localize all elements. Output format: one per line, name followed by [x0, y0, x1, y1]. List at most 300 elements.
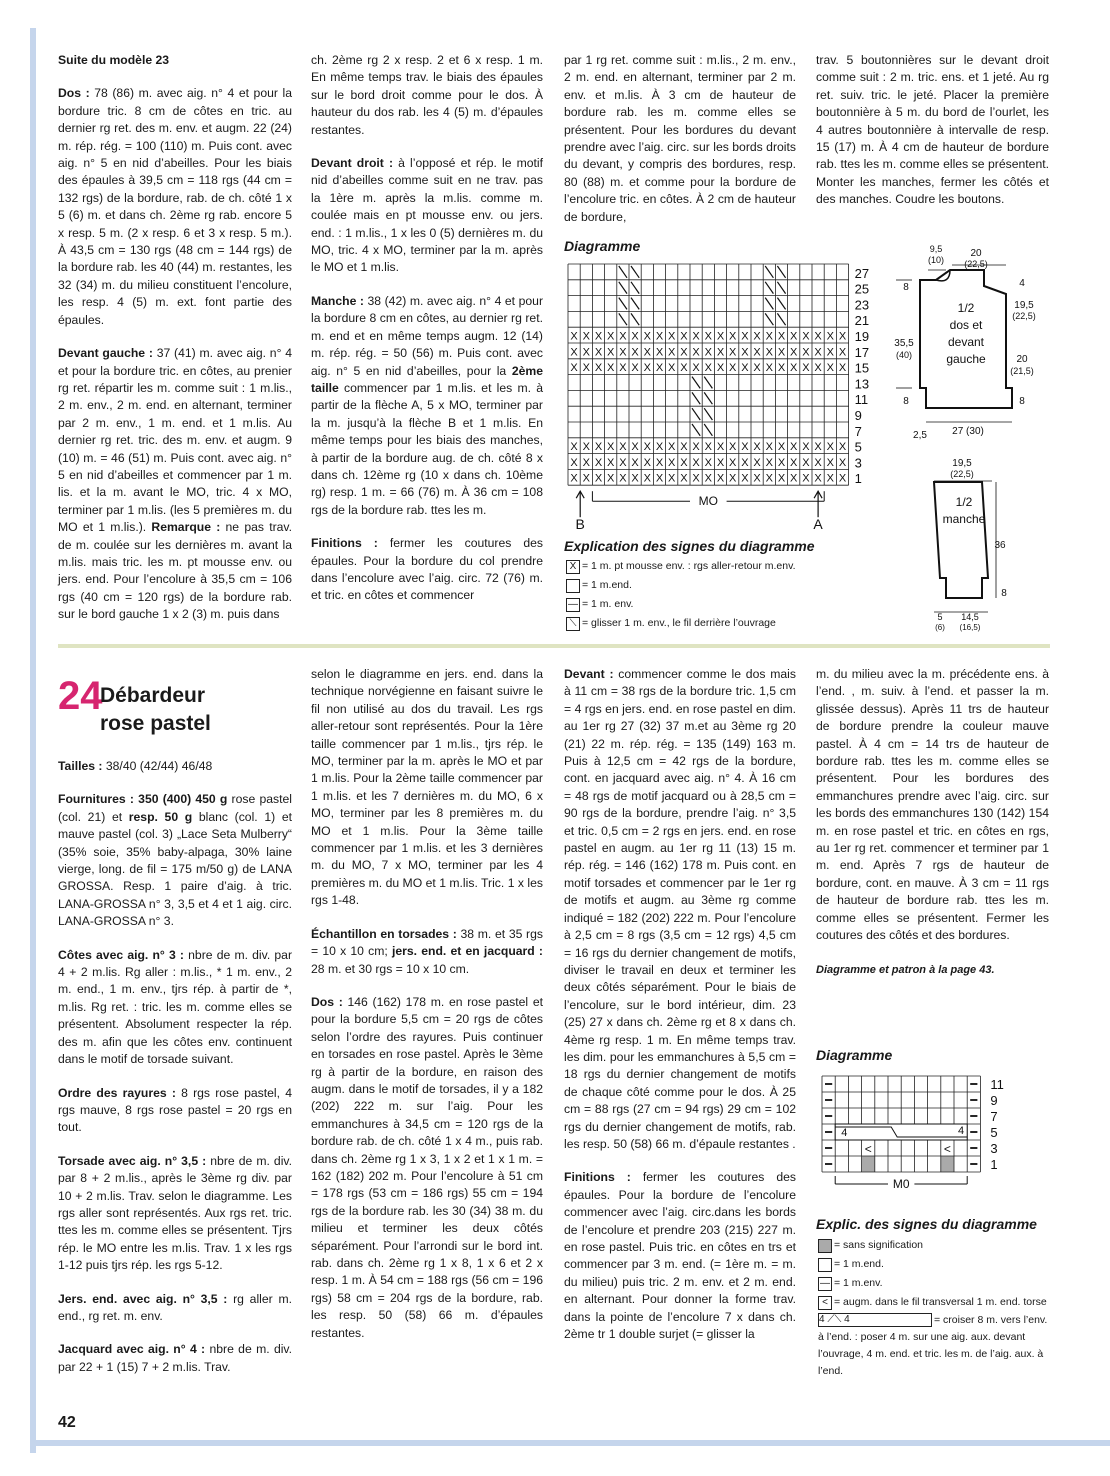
slip-stitch-mark	[765, 298, 773, 310]
paragraph-text: à l’opposé et rép. le motif nid d’abeilles comme suit en ne trav. pas la 1ère m. après la m.lis. comme m. coulée mais en pt mousse env. ou jers. end. : 1 m.lis., 1 x les 0 (5) dernières m. du MO, tric. 4 x MO, terminer par la m. après le MO et 1 m.lis.	[311, 156, 544, 275]
dim-label: (16,5)	[959, 623, 981, 632]
purl-garter-stitch: X	[729, 472, 737, 485]
paragraph	[58, 52, 292, 69]
slip-stitch-mark	[777, 313, 785, 325]
purl-garter-stitch: X	[777, 330, 786, 343]
purl-garter-stitch: X	[838, 362, 847, 375]
schema-label: manche	[942, 512, 986, 526]
bottom-column-4	[816, 666, 1049, 995]
slip-stitch-mark	[631, 282, 639, 294]
purl-garter-stitch: X	[655, 456, 664, 469]
purl-garter-stitch: X	[594, 456, 603, 469]
purl-garter-stitch: X	[704, 472, 712, 485]
row-number: 9	[854, 408, 862, 423]
purl-garter-stitch: X	[716, 456, 725, 469]
purl-garter-stitch: X	[777, 441, 786, 454]
paragraph-text: ch. 2ème rg 2 x resp. 2 et 6 x resp. 1 m. En même temps trav. le biais des épaules sur le bord droit comme pour le dos. À hauteur du dos rab. les 4 (5) m. d’épaules restantes.	[311, 53, 543, 137]
purl-garter-stitch: X	[668, 441, 676, 454]
purl-garter-stitch: X	[692, 472, 700, 485]
legend-text: = 1 m. pt mousse env. : rgs aller-retour m.env.	[582, 560, 796, 572]
row-number: 27	[854, 265, 870, 281]
row-number: 21	[854, 313, 870, 329]
paragraph-label: Finitions :	[564, 1170, 631, 1185]
model-title-line-2: rose pastel	[100, 712, 211, 735]
purl-garter-stitch: X	[814, 456, 822, 469]
paragraph-label: Ordre des rayures :	[58, 1085, 176, 1100]
purl-garter-stitch: X	[594, 441, 603, 454]
purl-garter-stitch: X	[826, 346, 834, 359]
purl-garter-stitch: X	[729, 330, 737, 343]
purl-garter-stitch: X	[765, 441, 773, 454]
schema-label: 1/2	[955, 495, 973, 509]
purl-garter-stitch: X	[802, 362, 810, 375]
purl-garter-stitch: X	[729, 346, 737, 359]
purl-garter-stitch: X	[838, 472, 847, 485]
purl-garter-stitch: X	[631, 472, 639, 485]
purl-garter-stitch: X	[607, 346, 615, 359]
dim-label: 14,5	[961, 612, 979, 622]
top-legend	[566, 557, 795, 633]
top-column-1	[58, 52, 292, 640]
schema-label: 1/2	[957, 301, 975, 315]
purl-garter-stitch: X	[814, 362, 822, 375]
grey-cell	[862, 1156, 875, 1172]
paragraph-text: 28 m. et 30 rgs = 10 x 10 cm.	[311, 961, 470, 976]
paragraph-label: Remarque :	[151, 520, 221, 535]
paragraph	[564, 1169, 796, 1343]
top-diagram-title: Diagramme	[564, 238, 641, 254]
mo-label: MO	[698, 494, 718, 509]
row-number: 19	[854, 329, 870, 344]
slip-stitch-mark	[765, 266, 773, 278]
purl-garter-stitch: X	[570, 346, 578, 359]
paragraph-text: blanc (col. 1) et mauve pastel (col. 3) „Lace Seta Mulberry“ (35% soie, 35% baby-alpaga, 30% laine vierge, long. de fil = 175 m/50 g) de LANA GROSSA. Resp. 1 paire d’aig. à tric. LANA-GROSSA n° 3, 3,5 et 4 et 1 aig. circ. LANA-GROSSA n° 3.	[58, 809, 292, 929]
paragraph-label: Dos :	[58, 86, 90, 101]
slip-stitch-mark	[692, 408, 700, 420]
sleeve-schema	[920, 452, 1040, 638]
purl-garter-stitch: X	[594, 472, 603, 485]
dim-label: (22,5)	[964, 259, 988, 269]
row-number: 7	[990, 1109, 998, 1124]
purl-garter-stitch: X	[680, 346, 688, 359]
purl-garter-stitch: X	[668, 346, 676, 359]
purl-garter-stitch: X	[790, 441, 798, 454]
purl-garter-stitch: X	[607, 472, 615, 485]
purl-garter-stitch: X	[741, 330, 749, 343]
paragraph-text: commencer comme le dos mais à 11 cm = 38 rgs de la bordure tric. 1,5 cm = 4 rgs en jers. end. en rose pastel en dim. au 1er rg 27 (32) 37 m.et au 3ème rg 20 (21) 22 m. rép. rég. = 135 (149) 163 m. Puis à 12,5 cm = 42 rgs de la bordure, cont. en jacquard avec aig. n° 4. À 16 cm = 48 rgs de motif jacquard ou à 28,5 cm = 90 rgs de la bordure, prendre l’aig. n° 3,5 et tric. 0,5 cm = 2 rgs en jers. end. en rose pastel en augm. au 1er rg 11 (13) 15 m. rép. rég. = 146 (162) 178 m. Puis cont. en motif torsades et commencer par le 1er rg de motifs et augm. au 3ème rg comme indiqué = 182 (202) 222 m. Pour l’encolure à 2,5 cm = 8 rgs (3,5 cm = 12 rgs) 4,5 cm = 16 rgs du dernier changement de motifs, diviser le travail en deux et terminer les deux côtés séparément. Pour le biais de l’encolure, sur le bord intérieur, dim. 23 (25) 27 x dans ch. 2ème rg et 8 x dans ch. 4ème rg resp. 1 m. En même temps trav. les dim. pour les emmanchures à 5,5 cm = 18 rgs du dernier changement de motifs de chaque côté comme pour le dos. À 25 cm = 88 rgs (27 cm = 94 rgs) 29 cm = 102 rgs du dernier changement de motifs, rab. les resp. 50 (58) 66 m. d’épaule restantes .	[564, 667, 796, 1151]
slip-stitch-mark	[704, 377, 712, 389]
purl-garter-stitch: X	[838, 330, 847, 343]
paragraph-text: rose pastel (col. 21) et	[58, 792, 292, 824]
purl-garter-stitch: X	[692, 456, 700, 469]
purl-garter-stitch: X	[570, 330, 578, 343]
purl-garter-stitch: X	[802, 330, 810, 343]
legend-item	[818, 1236, 1048, 1255]
dim-label: 35,5	[894, 338, 914, 349]
paragraph-text: m. du milieu avec la m. précédente ens. à l’end. , m. suiv. à l’end. et passer la m. glissée dessus). Après 11 trs de hauteur de bordure prendre la couleur mauve pastel. À 4 cm = 14 trs de hauteur de bordure rab. ttes les m. comme elles se présentent. Pour les bordures des emmanchures prendre avec l’aig. circ. sur les bords des emmanchures 130 (142) 154 m. en rose pastel et tric. en côtes en rgs, au 1er rg ret. commencer et terminer par 1 m. end. Après 7 rgs de hauteur de bordure, cont. en mauve. À 3 cm = 11 rgs de hauteur de bordure rab. ttes les m. comme elles se présentent. Fermer les coutures des côtés et des bordures.	[816, 667, 1049, 943]
row-number: 17	[854, 344, 870, 360]
paragraph-label: jers. end. et en jacquard :	[391, 944, 543, 959]
dim-label: 8	[1001, 588, 1007, 599]
dim-label: 20	[1016, 354, 1028, 365]
row-number: 23	[854, 297, 870, 313]
slip-stitch-mark	[704, 392, 712, 404]
row-number: 11	[854, 392, 869, 408]
dim-label: (6)	[935, 623, 945, 632]
paragraph-label: Jers. end. avec aig. n° 3,5 :	[58, 1291, 228, 1306]
purl-garter-stitch: X	[729, 441, 737, 454]
purl-garter-stitch: X	[570, 362, 578, 375]
row-number: 25	[854, 281, 870, 297]
purl-garter-stitch: X	[680, 456, 688, 469]
purl-garter-stitch: X	[753, 456, 761, 469]
purl-garter-stitch: X	[826, 441, 834, 454]
dim-label: 8	[903, 396, 909, 407]
purl-garter-stitch: X	[704, 441, 712, 454]
purl-garter-stitch: X	[716, 362, 725, 375]
paragraph-text: nbre de m. div. par 22 + 1 (15) 7 + 2 m.lis. Trav.	[58, 1342, 293, 1374]
purl-garter-stitch: X	[741, 346, 749, 359]
purl-garter-stitch: X	[631, 456, 639, 469]
slip-stitch-mark	[765, 313, 773, 325]
paragraph-text: trav. 5 boutonnières sur le devant droit comme suit : 2 m. tric. ens. et 1 jeté. Au rg ret. suiv. tric. le jeté. Placer la première boutonnière à 5 m. du bord de l’ourlet, les 4 autres boutonnière à intervalle de resp. 15 (17) m. À 4 cm de hauteur de bordure rab. ttes les m. comme elles se présentent. Monter les manches, fermer les côtés et des manches. Coudre les boutons.	[816, 53, 1049, 207]
slip-stitch-mark	[631, 266, 639, 278]
legend-symbol	[818, 1258, 832, 1272]
purl-garter-stitch: X	[716, 330, 725, 343]
paragraph-label: Dos :	[311, 994, 343, 1009]
slip-stitch-mark	[619, 298, 627, 310]
paragraph-label: resp. 50 g	[128, 809, 193, 824]
paragraph	[816, 666, 1049, 945]
paragraph-text: fermer les coutures des épaules. Pour la bordure de l’encolure commencer avec l’aig. circ.dans les bords de l’encolure et prendre 203 (215) 227 m. en rose pastel. Puis tric. en côtes en trs et commencer par 3 m. end. (= 1ère m. = m. du milieu) puis tric. 2 m. env. et 2 m. end. en alternant. Pour donner la forme trav. dans la pointe de l’encolure 7 x dans ch. 2ème tr 1 double surjet (= glisser la	[564, 1170, 796, 1342]
purl-garter-stitch: X	[655, 346, 664, 359]
dim-label: (10)	[927, 255, 945, 265]
paragraph-text: 38/40 (42/44) 46/48	[102, 759, 213, 773]
purl-garter-stitch: X	[741, 472, 749, 485]
paragraph-label: Côtes avec aig. n° 3 :	[58, 947, 184, 962]
purl-garter-stitch: X	[704, 346, 712, 359]
paragraph-label: Devant gauche :	[58, 346, 153, 361]
paragraph	[311, 926, 543, 978]
row-number: 11	[990, 1077, 1004, 1092]
dim-label: 4	[1019, 278, 1025, 289]
legend-text: = 1 m.end.	[582, 579, 632, 591]
dim-label: 19,5	[952, 458, 972, 469]
purl-garter-stitch: X	[582, 362, 590, 375]
increase-mark: <	[864, 1142, 872, 1156]
purl-garter-stitch: X	[655, 441, 664, 454]
row-number: 7	[854, 423, 862, 439]
paragraph-text: nbre de m. div. par 8 + 2 m.lis., après le 3ème rg div. par 10 + 2 m.lis. Trav. selon le diagramme. Les rgs aller sont représentés. Aux rgs ret. tric. ttes les m. comme elles se présentent. Tjrs rép. le MO entre les m.lis. Trav. 1 x les rgs 1-12 puis tjrs rép. les rgs 5-12.	[58, 1153, 292, 1273]
legend-item	[566, 595, 795, 614]
purl-garter-stitch: X	[619, 362, 627, 375]
purl-garter-stitch: X	[655, 472, 664, 485]
row-number: 1	[854, 471, 862, 487]
purl-garter-stitch: X	[631, 362, 639, 375]
purl-garter-stitch: X	[594, 330, 603, 343]
purl-garter-stitch: X	[741, 441, 749, 454]
front-back-schema	[888, 240, 1068, 450]
paragraph	[58, 1085, 292, 1137]
purl-garter-stitch: X	[838, 456, 847, 469]
dim-label: 8	[1019, 396, 1025, 407]
purl-garter-stitch: X	[704, 362, 712, 375]
row-number: 3	[854, 455, 862, 471]
slip-stitch-mark	[631, 313, 639, 325]
purl-garter-stitch: X	[790, 362, 798, 375]
dim-label: (22,5)	[1012, 311, 1036, 321]
paragraph	[58, 1291, 292, 1326]
row-number: 1	[990, 1157, 998, 1172]
top-legend-title: Explication des signes du diagramme	[564, 538, 815, 554]
purl-garter-stitch: X	[594, 362, 603, 375]
purl-garter-stitch: X	[777, 346, 786, 359]
purl-garter-stitch: X	[570, 441, 578, 454]
purl-garter-stitch: X	[607, 441, 615, 454]
paragraph-label: Finitions :	[311, 536, 378, 551]
paragraph	[816, 961, 1049, 979]
purl-garter-stitch: X	[619, 330, 627, 343]
mo-label: M0	[892, 1177, 910, 1191]
purl-garter-stitch: X	[655, 330, 664, 343]
legend-item	[818, 1255, 1048, 1274]
purl-garter-stitch: X	[582, 441, 590, 454]
purl-garter-stitch: X	[826, 472, 834, 485]
purl-garter-stitch: X	[594, 346, 603, 359]
purl-garter-stitch: X	[777, 456, 786, 469]
row-number: 13	[854, 376, 870, 392]
paragraph	[58, 1153, 292, 1275]
bottom-legend-title: Explic. des signes du diagramme	[816, 1216, 1037, 1232]
row-number: 9	[990, 1093, 998, 1108]
purl-garter-stitch: X	[643, 456, 651, 469]
legend-text: = 1 m.env.	[834, 1277, 883, 1289]
dim-label: 8	[903, 282, 909, 293]
purl-garter-stitch: X	[680, 330, 688, 343]
paragraph	[58, 947, 292, 1069]
purl-garter-stitch: X	[607, 330, 615, 343]
section-separator	[58, 644, 1050, 648]
row-number: 15	[854, 360, 870, 376]
legend-text: = augm. dans le fil transversal 1 m. end. torse	[834, 1296, 1047, 1308]
purl-garter-stitch: X	[765, 456, 773, 469]
purl-garter-stitch: X	[826, 362, 834, 375]
purl-garter-stitch: X	[668, 362, 676, 375]
paragraph	[58, 345, 292, 624]
purl-garter-stitch: X	[643, 472, 651, 485]
purl-garter-stitch: X	[729, 456, 737, 469]
purl-garter-stitch: X	[802, 441, 810, 454]
top-stitch-diagram	[560, 260, 890, 533]
dim-label: 20	[970, 248, 982, 259]
arrow-b-label: B	[575, 516, 585, 533]
slip-stitch-mark	[704, 408, 712, 420]
page-frame-left	[30, 28, 36, 1453]
purl-garter-stitch: X	[643, 441, 651, 454]
legend-item	[566, 576, 795, 595]
paragraph	[311, 994, 543, 1342]
purl-garter-stitch: X	[802, 472, 810, 485]
purl-garter-stitch: X	[790, 346, 798, 359]
purl-garter-stitch: X	[741, 362, 749, 375]
dim-label: (21,5)	[1010, 366, 1034, 376]
paragraph-text: 38 m. et 35 rgs = 10 x 10 cm;	[311, 926, 543, 959]
legend-text: = croiser 8 m. vers l’env. à l’end. : poser 4 m. sur une aig. aux. devant l’ouvrage, 4 m. end. et tric. les m. de l’aig. aux. à l’end.	[818, 1314, 1048, 1377]
dim-label: (22,5)	[950, 469, 974, 479]
purl-garter-stitch: X	[582, 346, 590, 359]
cable-count: 4	[958, 1125, 965, 1137]
legend-text: = 1 m.end.	[834, 1258, 884, 1270]
slip-stitch-mark	[692, 392, 700, 404]
purl-garter-stitch: X	[765, 346, 773, 359]
purl-garter-stitch: X	[838, 441, 847, 454]
paragraph-text: nbre de m. div. par 4 + 2 m.lis. Rg aller : m.lis., * 1 m. env., 2 m. end., 1 m. env., tjrs rép. à partir de *, m.lis. Rg ret. : tric. les m. comme elles se présentent. Absolument respecter la rép. des m. afin que les côtes env. continuent dans le motif de torsade suivant.	[58, 947, 292, 1067]
page-reference-note: Diagramme et patron à la page 43.	[816, 963, 995, 976]
dim-label: 9,5	[929, 244, 943, 254]
purl-garter-stitch: X	[582, 330, 590, 343]
cable-count: 4	[841, 1127, 848, 1139]
purl-garter-stitch: X	[570, 472, 578, 485]
legend-symbol: 4 ⟋⟍ 4	[818, 1313, 932, 1327]
dim-label: (40)	[895, 350, 913, 360]
paragraph	[58, 85, 292, 329]
paragraph	[564, 666, 796, 1153]
paragraph-text: 78 (86) m. avec aig. n° 4 et pour la bordure tric. 8 cm de côtes en tric. au dernier rg ret. des m. env. et augm. 22 (24) m. rép. rég. = 100 (110) m. Puis cont. avec aig. n° 5 en nid d’abeilles. Pour les biais des épaules à 39,5 cm = 118 rgs (44 cm = 132 rgs) de la bordure, rab. de ch. côté 1 x 5 (6) m. et dans ch. 2ème rg rab. encore 5 x resp. 5 m. (2 x resp. 6 et 3 x resp. 5 m.). À 43,5 cm = 130 rgs (48 cm = 144 rgs) de la bordure rab. les 40 (44) m. restantes, les 32 (34) m. du milieu constituent l’encolure, les resp. 4 (5) m. ext. font partie des épaules.	[58, 86, 292, 327]
paragraph	[58, 758, 292, 775]
paragraph	[311, 155, 543, 277]
purl-garter-stitch: X	[826, 456, 834, 469]
paragraph-label: Échantillon en torsades :	[311, 926, 457, 941]
purl-garter-stitch: X	[704, 456, 712, 469]
dim-label: 5	[937, 612, 943, 622]
slip-stitch-mark	[619, 313, 627, 325]
purl-garter-stitch: X	[631, 441, 639, 454]
grey-cell	[941, 1156, 954, 1172]
paragraph	[58, 791, 292, 930]
paragraph	[58, 1341, 292, 1376]
purl-garter-stitch: X	[753, 441, 761, 454]
purl-garter-stitch: X	[680, 472, 688, 485]
purl-garter-stitch: X	[777, 472, 786, 485]
bottom-legend	[818, 1236, 1048, 1380]
top-column-2	[311, 52, 543, 621]
schema-label: devant	[947, 335, 985, 349]
purl-garter-stitch: X	[619, 346, 627, 359]
purl-garter-stitch: X	[692, 330, 700, 343]
legend-item	[566, 557, 795, 576]
schema-label: gauche	[946, 352, 986, 366]
section-heading: Suite du modèle 23	[58, 53, 170, 67]
purl-garter-stitch: X	[704, 330, 712, 343]
paragraph-text: 38 (42) m. avec aig. n° 4 et pour la bordure 8 cm en côtes, au dernier rg ret. m. end et en même temps augm. 12 (14) m. rép. rég. = 50 (56) m. Puis cont. avec aig. n° 5 en nid d’abeilles, pour la	[311, 293, 543, 378]
page-number: 42	[58, 1414, 76, 1431]
purl-garter-stitch: X	[753, 362, 761, 375]
cable-block	[835, 1124, 967, 1140]
purl-garter-stitch: X	[741, 456, 749, 469]
increase-mark: <	[943, 1142, 951, 1156]
dim-label: 36	[994, 540, 1006, 551]
paragraph-label: Jacquard avec aig. n° 4 :	[58, 1342, 206, 1357]
model-number: 24	[58, 674, 103, 718]
purl-garter-stitch: X	[619, 472, 627, 485]
purl-garter-stitch: X	[814, 346, 822, 359]
purl-garter-stitch: X	[716, 346, 725, 359]
dim-label: 19,5	[1014, 300, 1034, 311]
purl-garter-stitch: X	[619, 456, 627, 469]
slip-stitch-mark	[692, 377, 700, 389]
purl-garter-stitch: X	[826, 330, 834, 343]
paragraph	[564, 52, 796, 226]
paragraph-label: Devant droit :	[311, 156, 394, 171]
purl-garter-stitch: X	[692, 441, 700, 454]
slip-stitch-mark	[619, 266, 627, 278]
legend-item	[818, 1293, 1048, 1312]
model-title-line-1: Débardeur	[100, 684, 206, 707]
purl-garter-stitch: X	[802, 346, 810, 359]
slip-stitch-mark	[777, 266, 785, 278]
purl-garter-stitch: X	[790, 472, 798, 485]
purl-garter-stitch: X	[643, 346, 651, 359]
purl-garter-stitch: X	[668, 456, 676, 469]
purl-garter-stitch: X	[802, 456, 810, 469]
purl-garter-stitch: X	[631, 330, 639, 343]
legend-text: = 1 m. env.	[582, 598, 634, 610]
paragraph	[311, 666, 543, 910]
legend-symbol: X	[566, 560, 580, 574]
legend-item	[818, 1312, 1048, 1380]
purl-garter-stitch: X	[838, 346, 847, 359]
purl-garter-stitch: X	[753, 330, 761, 343]
purl-garter-stitch: X	[753, 472, 761, 485]
bottom-column-3	[564, 666, 796, 1359]
purl-garter-stitch: X	[655, 362, 664, 375]
dim-label: 2,5	[913, 430, 927, 441]
paragraph-text: par 1 rg ret. comme suit : m.lis., 2 m. env., 2 m. end. en alternant, terminer par 2 m. env. et m.lis. À 3 cm de hauteur de bordure rab. les m. comme elles se présentent. Pour les bordures du devant prendre avec l’aig. circ. sur les bords droits du devant, y compris des bordures, resp. 80 (88) m. et comme pour la bordure de l’encolure tric. en côtes. À 2 cm de hauteur de bordure,	[564, 53, 796, 224]
dim-label: 27 (30)	[952, 426, 984, 437]
row-number: 3	[990, 1141, 998, 1156]
bottom-diagram-title: Diagramme	[816, 1047, 893, 1063]
purl-garter-stitch: X	[692, 346, 700, 359]
purl-garter-stitch: X	[668, 472, 676, 485]
paragraph-text: 8 rgs rose pastel, 4 rgs mauve, 8 rgs rose pastel = 20 rgs en tout.	[58, 1085, 292, 1135]
paragraph	[311, 293, 543, 519]
paragraph	[816, 52, 1049, 209]
row-number: 5	[854, 439, 862, 455]
purl-garter-stitch: X	[716, 441, 725, 454]
purl-garter-stitch: X	[619, 441, 627, 454]
bottom-column-2	[311, 666, 543, 1358]
paragraph-text: rg aller m. end., rg ret. m. env.	[58, 1291, 292, 1323]
slip-stitch-mark	[777, 282, 785, 294]
paragraph-label: Devant :	[564, 667, 614, 681]
purl-garter-stitch: X	[790, 456, 798, 469]
slip-stitch-mark	[619, 282, 627, 294]
paragraph	[311, 535, 543, 605]
paragraph-text: ne pas trav. de m. coulée sur les dernières m. avant la m.lis. mais tric. les m. pt mousse env. ou jers. end. Pour l’encolure à 35,5 cm = 106 rgs (40 cm = 120 rgs) de la bordure rab. sur le bord gauche 1 x 2 (3) m. puis dans	[58, 520, 292, 622]
slip-stitch-mark	[631, 298, 639, 310]
top-column-3	[564, 52, 796, 242]
purl-garter-stitch: X	[582, 456, 590, 469]
purl-garter-stitch: X	[570, 456, 578, 469]
legend-symbol: ⟍	[566, 617, 580, 631]
arrow-a-label: A	[813, 516, 823, 533]
paragraph-label: Torsade avec aig. n° 3,5 :	[58, 1153, 207, 1168]
slip-stitch-mark	[704, 424, 712, 436]
purl-garter-stitch: X	[607, 456, 615, 469]
schema-label: dos et	[949, 318, 983, 332]
paragraph-text: commencer par 1 m.lis. et les m. à partir de la flèche A, 5 x MO, terminer par la m. jusqu’à la flèche B et 1 m.lis. En même temps pour les biais des manches, à partir de la bordure aug. de ch. côté 8 x dans ch. 12ème rg (10 x dans ch. 10ème rg) resp. 1 m. = 66 (76) m. À 36 cm = 108 rgs de la bordure rab. ttes les m.	[311, 380, 543, 517]
purl-garter-stitch: X	[692, 362, 700, 375]
